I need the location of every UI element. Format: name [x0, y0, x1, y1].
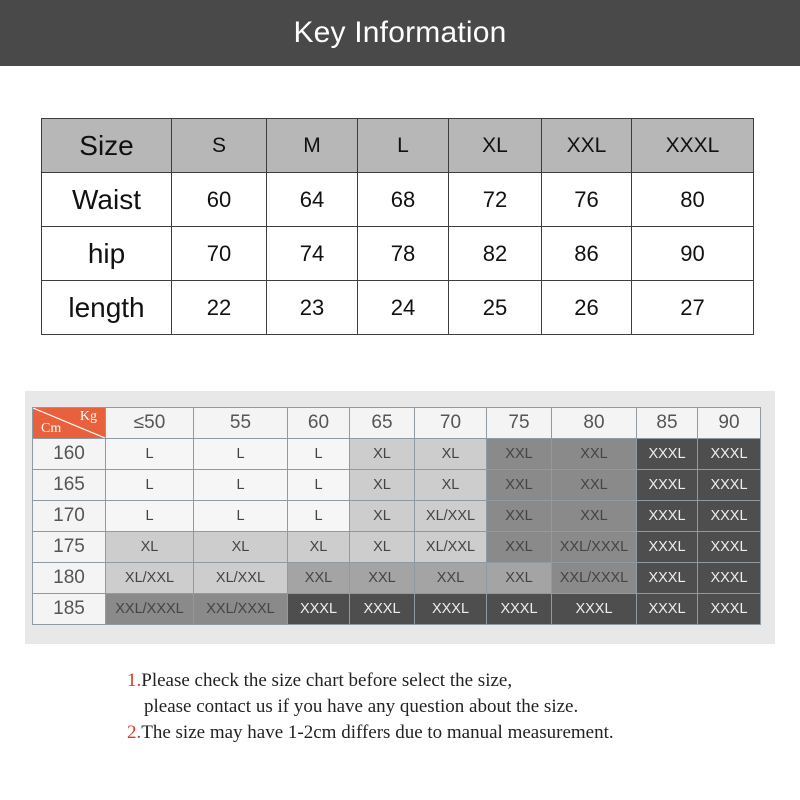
recommended-size-cell: XXXL [637, 439, 698, 470]
recommended-size-cell: XXXL [698, 501, 761, 532]
size-row [42, 227, 754, 281]
size-column-header: XXXL [632, 119, 754, 173]
recommended-size-cell: XXXL [637, 563, 698, 594]
weight-column-header: 70 [415, 408, 487, 439]
measurement-label: Waist [42, 173, 172, 227]
recommended-size-cell: XL [350, 501, 415, 532]
recommended-size-cell: L [194, 439, 288, 470]
weight-height-chart [32, 407, 761, 625]
recommended-size-cell: XL [194, 532, 288, 563]
recommended-size-cell: XXL [487, 532, 552, 563]
measurement-label: hip [42, 227, 172, 281]
measurement-value: 26 [542, 281, 632, 335]
recommended-size-cell: XXXL [552, 594, 637, 625]
recommended-size-cell: XXXL [698, 594, 761, 625]
size-header-label: Size [42, 119, 172, 173]
recommended-size-cell: L [194, 501, 288, 532]
size-column-header: XXL [542, 119, 632, 173]
recommended-size-cell: L [106, 439, 194, 470]
recommended-size-cell: XXXL [637, 532, 698, 563]
recommended-size-cell: L [194, 470, 288, 501]
note-2 [127, 720, 614, 746]
measurement-label: length [42, 281, 172, 335]
page-title: Key Information [293, 16, 507, 49]
recommended-size-cell: XL/XXL [194, 563, 288, 594]
recommended-size-cell: XXL/XXXL [552, 563, 637, 594]
weight-column-header: 55 [194, 408, 288, 439]
size-column-header: M [267, 119, 358, 173]
measurement-value: 22 [172, 281, 267, 335]
weight-column-header: 75 [487, 408, 552, 439]
height-label: 170 [33, 501, 106, 532]
size-column-header: L [358, 119, 449, 173]
recommended-size-cell: XXXL [487, 594, 552, 625]
measurement-value: 60 [172, 173, 267, 227]
recommended-size-cell: XXXL [350, 594, 415, 625]
recommended-size-cell: XXL [487, 439, 552, 470]
chart-corner [33, 408, 106, 439]
recommended-size-cell: XXL [552, 501, 637, 532]
recommended-size-cell: XXXL [415, 594, 487, 625]
recommended-size-cell: XL/XXL [415, 532, 487, 563]
recommended-size-cell: XXL [552, 439, 637, 470]
height-label: 180 [33, 563, 106, 594]
recommended-size-cell: XL [415, 470, 487, 501]
measurement-value: 25 [449, 281, 542, 335]
size-column-header: S [172, 119, 267, 173]
height-label: 185 [33, 594, 106, 625]
recommended-size-cell: XXL [288, 563, 350, 594]
recommended-size-cell: XXL [415, 563, 487, 594]
height-row [33, 563, 761, 594]
height-label: 160 [33, 439, 106, 470]
recommended-size-cell: L [106, 501, 194, 532]
height-row [33, 470, 761, 501]
recommended-size-cell: XXL/XXXL [106, 594, 194, 625]
measurement-value: 27 [632, 281, 754, 335]
measurement-value: 82 [449, 227, 542, 281]
recommended-size-cell: XXL [487, 563, 552, 594]
height-unit-label: Cm [41, 421, 62, 436]
recommended-size-cell: XL/XXL [106, 563, 194, 594]
measurement-value: 23 [267, 281, 358, 335]
measurement-value: 24 [358, 281, 449, 335]
weight-column-header: 80 [552, 408, 637, 439]
recommended-size-cell: XXL [487, 501, 552, 532]
recommended-size-cell: XXL [487, 470, 552, 501]
measurement-value: 90 [632, 227, 754, 281]
recommended-size-cell: XXXL [637, 594, 698, 625]
recommended-size-cell: L [288, 501, 350, 532]
header-banner [0, 0, 800, 66]
recommended-size-cell: XL/XXL [415, 501, 487, 532]
measurement-value: 70 [172, 227, 267, 281]
size-row [42, 281, 754, 335]
note-text: The size may have 1-2cm differs due to manual measurement. [141, 722, 614, 743]
measurement-value: 74 [267, 227, 358, 281]
size-column-header: XL [449, 119, 542, 173]
recommended-size-cell: XXL [350, 563, 415, 594]
note-1-continued: please contact us if you have any question about the size. [144, 696, 579, 717]
measurement-value: 68 [358, 173, 449, 227]
weight-column-header: 65 [350, 408, 415, 439]
height-row [33, 594, 761, 625]
recommended-size-cell: XL [288, 532, 350, 563]
recommended-size-cell: XXXL [637, 501, 698, 532]
measurement-value: 86 [542, 227, 632, 281]
height-label: 165 [33, 470, 106, 501]
note-text: Please check the size chart before select the size, [141, 670, 513, 691]
recommended-size-cell: XXXL [698, 563, 761, 594]
recommended-size-cell: XL [106, 532, 194, 563]
recommended-size-cell: XXL/XXXL [194, 594, 288, 625]
height-label: 175 [33, 532, 106, 563]
recommended-size-cell: L [288, 439, 350, 470]
note-number: 2. [127, 722, 142, 743]
measurement-value: 64 [267, 173, 358, 227]
measurement-value: 72 [449, 173, 542, 227]
note-1 [127, 668, 614, 694]
weight-unit-label: Kg [79, 409, 97, 424]
weight-column-header: 90 [698, 408, 761, 439]
recommended-size-cell: XXL [552, 470, 637, 501]
notes [127, 668, 614, 746]
note-number: 1. [127, 670, 142, 691]
size-header-row [42, 119, 754, 173]
recommended-size-cell: XXXL [637, 470, 698, 501]
recommended-size-cell: XXL/XXXL [552, 532, 637, 563]
size-table [41, 118, 754, 335]
measurement-value: 80 [632, 173, 754, 227]
recommended-size-cell: XL [350, 439, 415, 470]
recommended-size-cell: XXXL [698, 532, 761, 563]
recommended-size-cell: L [106, 470, 194, 501]
recommended-size-cell: XXXL [698, 439, 761, 470]
recommended-size-cell: XXXL [698, 470, 761, 501]
weight-column-header: 60 [288, 408, 350, 439]
weight-header-row [33, 408, 761, 439]
recommended-size-cell: XL [350, 470, 415, 501]
recommended-size-cell: XXXL [288, 594, 350, 625]
height-row [33, 532, 761, 563]
measurement-value: 76 [542, 173, 632, 227]
recommended-size-cell: L [288, 470, 350, 501]
recommended-size-cell: XL [415, 439, 487, 470]
measurement-value: 78 [358, 227, 449, 281]
recommended-size-cell: XL [350, 532, 415, 563]
weight-column-header: 85 [637, 408, 698, 439]
height-row [33, 439, 761, 470]
height-row [33, 501, 761, 532]
weight-column-header: ≤50 [106, 408, 194, 439]
size-row [42, 173, 754, 227]
